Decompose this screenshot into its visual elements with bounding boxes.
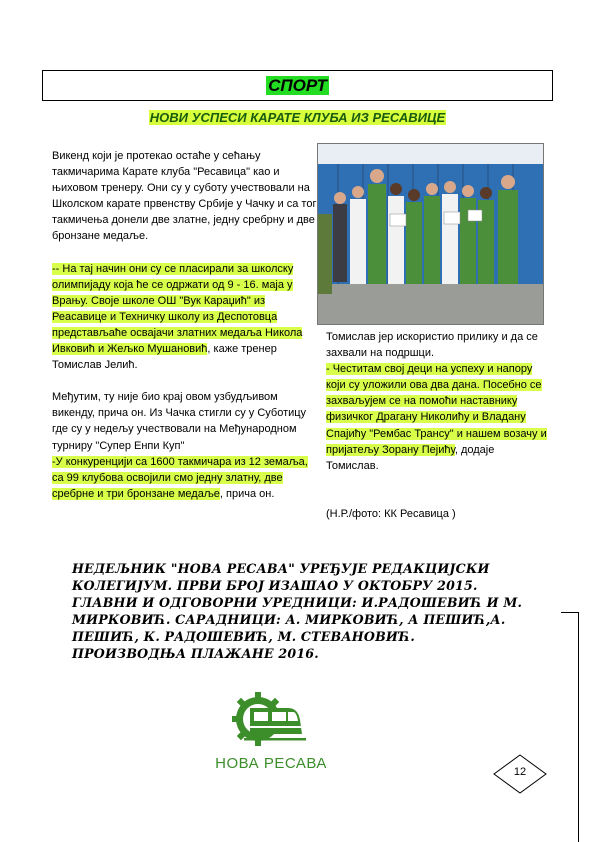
article-headline bbox=[0, 110, 595, 125]
team-photo bbox=[317, 143, 544, 325]
left-column bbox=[52, 148, 320, 502]
logo-text: НОВА РЕСАВА bbox=[215, 755, 327, 772]
section-header-box bbox=[42, 70, 553, 101]
page-number: 12 bbox=[513, 766, 527, 778]
quote-tail: , каже тренер Томислав Јелић. bbox=[52, 343, 277, 372]
quote-paragraph bbox=[52, 261, 320, 374]
tournament-highlight: -У конкуренцији са 1600 такмичара из 12 земаља, са 99 клубова освојили смо једну златну, две сребрне и три бронзане медаље bbox=[52, 455, 308, 500]
team-photo-image bbox=[318, 144, 544, 325]
tournament-tail: , прича он. bbox=[219, 487, 275, 500]
corner-rule-horizontal bbox=[561, 612, 578, 613]
page-number-badge bbox=[493, 754, 547, 794]
thanks-paragraph bbox=[326, 361, 548, 474]
intro-paragraph: Викенд који је протекао остаће у сећању такмичарима Карате клуба "Ресавица" као и њиховом тренеру. Они су у суботу учествовали на Школском карате првенству Србије у Чачку и са тог такмичења донели две златне, једну сребрну и две бронзане медаље. bbox=[52, 150, 317, 243]
thanks-intro: Томислав јер искористио прилику и да се захвали на подршци. bbox=[326, 331, 538, 360]
thanks-highlight: - Честитам свој деци на успеху и напору који су уложили ова два дана. Посебно се захваљујем се на помоћи наставнику физичког Драгану Николићу и Владану Спајићу "Рембас Трансу" и нашем возачу и пријатељу Зорану Пејићу bbox=[326, 363, 547, 456]
editorial-board-text: НЕДЕЉНИК "НОВА РЕСАВА" УРЕЂУЈЕ РЕДАКЦИЈСКИ КОЛЕГИЈУМ. ПРВИ БРОЈ ИЗАШАО У ОКТОБРУ 2015. ГЛАВНИ И ОДГОВОРНИ УРЕДНИЦИ: И.РАДОШЕВИЋ И М. МИРКОВИЋ. САРАДНИЦИ: А. МИРКОВИЋ, А ПЕШИЋ,А. ПЕШИЋ, К. РАДОШЕВИЋ, М. СТЕВАНОВИЋ. ПРОИЗВОДЊА ПЛАЖАНЕ 2016. bbox=[72, 561, 523, 661]
right-column bbox=[326, 329, 548, 522]
photo-credit: (Н.Р./фото: КК Ресавица ) bbox=[326, 507, 456, 520]
gear-train-icon bbox=[230, 690, 308, 748]
tournament-paragraph bbox=[52, 389, 320, 502]
section-title: СПОРТ bbox=[268, 76, 327, 95]
thanks-tail: , додаје Томислав. bbox=[326, 443, 495, 472]
quote-highlight: -- На тај начин они су се пласирали за школску олимпијаду која ће се одржати од 9 - 16. маја у Врању. Своје школе ОШ "Вук Караџић" из Реасавице и Техничку школу из Деспотовца представљаће освајачи златних медаља Никола Ивковић и Жељко Мушановић bbox=[52, 262, 303, 356]
corner-rule-vertical bbox=[578, 612, 579, 842]
tournament-text: Међутим, ту није био крај овом узбудљивом викенду, прича он. Из Чачка стигли су у Суботицу где су у недељу учествовали на Међународном турниру "Супер Енпи Куп" bbox=[52, 391, 307, 452]
article-headline-text: НОВИ УСПЕСИ КАРАТЕ КЛУБА ИЗ РЕСАВИЦЕ bbox=[149, 110, 446, 125]
